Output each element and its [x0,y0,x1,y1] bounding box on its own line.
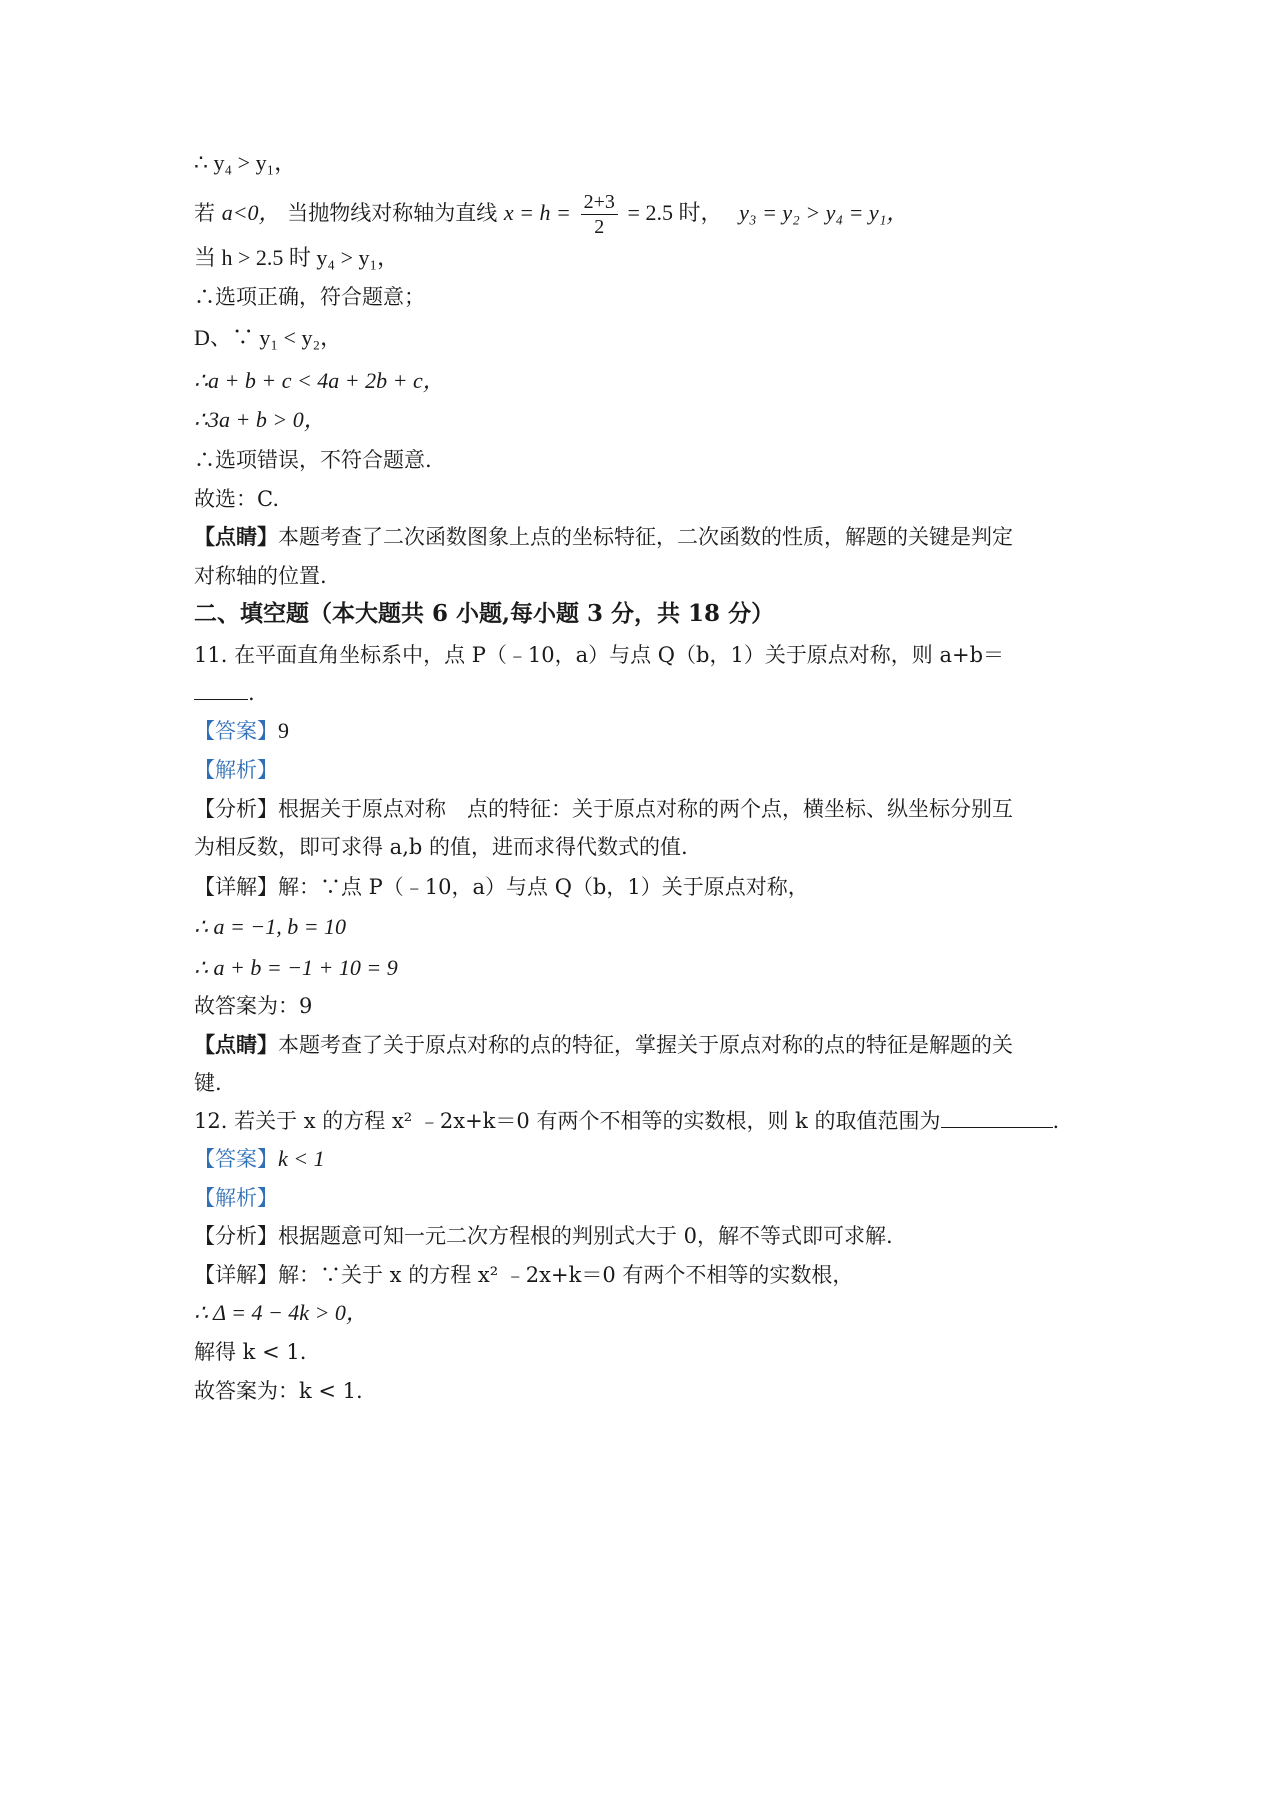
math-segment: = 2.5 时， [627,200,723,225]
tag-answer: 【答案】 [194,1147,278,1171]
text-segment: . [248,681,255,705]
answer-value: 9 [278,718,289,743]
text-segment: 根据题意可知一元二次方程根的判别式大于 0，解不等式即可求解. [278,1224,893,1248]
tag-xiangjie: 【详解】 [194,1263,278,1287]
section-heading: 二、填空题（本大题共 6 小题,每小题 3 分，共 18 分） [194,600,775,627]
answer-line [194,716,289,746]
math-line: ∴ a + b = −1 + 10 = 9 [194,955,398,980]
tag-fenxi: 【分析】 [194,797,278,821]
fraction-denominator: 2 [594,216,605,238]
text-line: 对称轴的位置. [194,564,327,588]
tag-answer: 【答案】 [194,719,278,743]
tag-dianjing: 【点睛】 [194,524,278,549]
question-11: 11. 在平面直角坐标系中，点 P（﹣10，a）与点 Q（b，1）关于原点对称，则 a+b＝ [194,643,1005,667]
math-segment: a<0， [221,200,281,225]
text-line: 故选：C. [194,487,279,511]
text-line [194,1030,1013,1060]
fraction-numerator: 2+3 [581,190,618,215]
text-line: 解得 k < 1. [194,1340,307,1364]
text-line [194,522,1013,552]
tag-jiexi: 【解析】 [194,758,278,782]
tag-fenxi: 【分析】 [194,1224,278,1248]
text-line: 当 h > 2.5 时 y₄ > y₁， [194,245,400,270]
tag-jiexi: 【解析】 [194,1186,278,1210]
text-segment: 当抛物线对称轴为直线 [287,201,498,225]
math-line: ∴ Δ = 4 − 4k > 0， [194,1300,368,1325]
text-segment: 本题考查了二次函数图象上点的坐标特征，二次函数的性质，解题的关键是判定 [278,525,1013,549]
question-12 [194,1106,1059,1136]
text-line: D、∵ y₁ < y₂， [194,325,343,350]
answer-line [194,1144,325,1174]
math-line: ∴ a = −1, b = 10 [194,914,347,939]
text-line [194,872,809,902]
math-segment: y₃ = y₂ > y₄ = y₁， [739,200,909,225]
text-line: 故答案为：9 [194,994,313,1018]
text-segment: 12. 若关于 x 的方程 x² ﹣2x+k＝0 有两个不相等的实数根，则 k 的取值范围为 [194,1109,941,1133]
text-segment: . [1052,1109,1060,1133]
text-line: ∴选项正确，符合题意； [194,285,425,309]
tag-xiangjie: 【详解】 [194,875,278,899]
text-segment: 若 [194,201,215,225]
text-line: 故答案为：k < 1. [194,1379,363,1403]
text-segment: 解：∵关于 x 的方程 x² ﹣2x+k＝0 有两个不相等的实数根， [278,1263,854,1287]
text-segment: 本题考查了关于原点对称的点的特征，掌握关于原点对称的点的特征是解题的关 [278,1033,1013,1057]
text-line [194,794,1013,824]
answer-blank-line [194,678,255,708]
text-line [194,1260,853,1290]
fraction [581,190,618,239]
text-line-fraction [194,190,908,239]
math-segment: x = h = [503,200,571,225]
answer-blank [941,1125,1053,1128]
tag-dianjing: 【点睛】 [194,1032,278,1057]
text-line: ∴3a + b > 0， [194,407,326,432]
text-line: ∴ y₄ > y₁， [194,150,297,175]
text-line: 键. [194,1071,222,1095]
text-segment: 根据关于原点对称 点的特征：关于原点对称的两个点，横坐标、纵坐标分别互 [278,797,1013,821]
text-line: 为相反数，即可求得 a,b 的值，进而求得代数式的值. [194,835,688,859]
answer-blank [194,697,248,700]
text-segment: 解：∵点 P（﹣10，a）与点 Q（b，1）关于原点对称， [278,875,809,899]
text-line: ∴选项错误，不符合题意. [194,448,432,472]
text-line: ∴a + b + c < 4a + 2b + c， [194,368,445,393]
text-line [194,1221,893,1251]
answer-value: k < 1 [278,1146,325,1171]
